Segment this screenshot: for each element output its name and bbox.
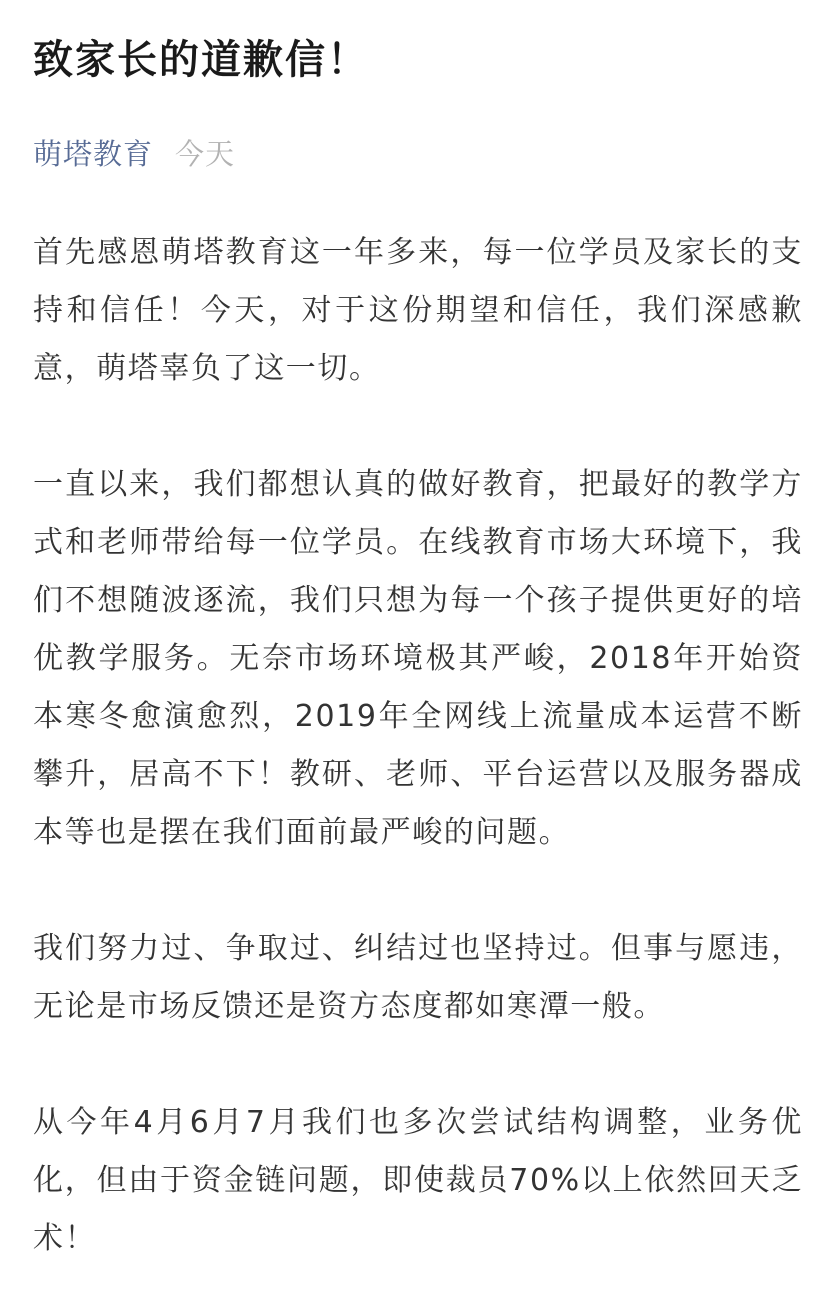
- article-meta: [33, 134, 803, 174]
- article-content: [33, 224, 803, 1268]
- article-title: 致家长的道歉信！: [33, 37, 369, 83]
- paragraph: 从今年4月6月7月我们也多次尝试结构调整，业务优化，但由于资金链问题，即使裁员70%以上依然回天乏术！: [33, 1105, 803, 1256]
- publish-date: 今天: [175, 137, 236, 171]
- paragraph: 我们努力过、争取过、纠结过也坚持过。但事与愿违，无论是市场反馈还是资方态度都如寒潭一般。: [33, 931, 803, 1024]
- paragraph: 一直以来，我们都想认真的做好教育，把最好的教学方式和老师带给每一位学员。在线教育市场大环境下，我们不想随波逐流，我们只想为每一个孩子提供更好的培优教学服务。无奈市场环境极其严峻，2018年开始资本寒冬愈演愈烈，2019年全网线上流量成本运营不断攀升，居高不下！教研、老师、平台运营以及服务器成本等也是摆在我们面前最严峻的问题。: [33, 467, 803, 850]
- article: [33, 28, 803, 1268]
- account-name-link[interactable]: 萌塔教育: [33, 137, 154, 171]
- paragraph: 首先感恩萌塔教育这一年多来，每一位学员及家长的支持和信任！今天，对于这份期望和信任，我们深感歉意，萌塔辜负了这一切。: [33, 235, 803, 386]
